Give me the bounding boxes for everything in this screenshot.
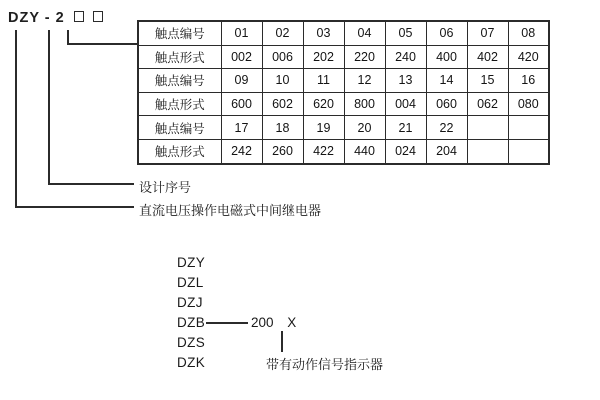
- relay-callout-hline: [15, 206, 134, 208]
- table-cell: 440: [344, 139, 385, 163]
- table-cell: 06: [426, 21, 467, 45]
- table-cell: 20: [344, 116, 385, 140]
- table-cell: 062: [467, 92, 508, 116]
- table-row: [138, 139, 549, 163]
- table-cell: 07: [467, 21, 508, 45]
- design-callout-hline: [48, 183, 134, 185]
- table-cell: 12: [344, 69, 385, 93]
- table-cell: 13: [385, 69, 426, 93]
- table-cell: 260: [262, 139, 303, 163]
- table-cell: 400: [426, 45, 467, 69]
- table-cell: 22: [426, 116, 467, 140]
- table-row: [138, 21, 549, 45]
- table-cell: 03: [303, 21, 344, 45]
- table-cell: 202: [303, 45, 344, 69]
- row-label: 触点编号: [138, 116, 221, 140]
- table-cell: 220: [344, 45, 385, 69]
- table-cell: [467, 139, 508, 163]
- table-cell: 04: [344, 21, 385, 45]
- dzb-connector-line: [206, 322, 248, 324]
- placeholder-box-icon: [93, 11, 103, 22]
- table-cell: 01: [221, 21, 262, 45]
- contact-table-body: [138, 21, 549, 164]
- row-label: 触点形式: [138, 45, 221, 69]
- placeholder-box-icon: [74, 11, 84, 22]
- table-cell: 15: [467, 69, 508, 93]
- table-cell: 080: [508, 92, 549, 116]
- table-cell: 242: [221, 139, 262, 163]
- table-cell: 602: [262, 92, 303, 116]
- table-cell: 17: [221, 116, 262, 140]
- table-cell: 18: [262, 116, 303, 140]
- model-item-dzj: DZJ: [177, 295, 203, 310]
- table-cell: 620: [303, 92, 344, 116]
- relay-callout-vline: [15, 30, 17, 207]
- table-cell: [467, 116, 508, 140]
- model-item-dzs: DZS: [177, 335, 206, 350]
- table-cell: [508, 116, 549, 140]
- table-cell: 16: [508, 69, 549, 93]
- relay-description-label: 直流电压操作电磁式中间继电器: [139, 203, 322, 218]
- row-label: 触点编号: [138, 21, 221, 45]
- model-item-dzl: DZL: [177, 275, 204, 290]
- table-row: [138, 92, 549, 116]
- model-item-dzy: DZY: [177, 255, 206, 270]
- model-code: [8, 10, 103, 26]
- indicator-note: 带有动作信号指示器: [266, 357, 384, 372]
- model-code-text: DZY - 2: [8, 10, 65, 26]
- table-cell: 21: [385, 116, 426, 140]
- contact-table: [137, 20, 550, 165]
- dzb-suffix-x: X: [287, 315, 297, 330]
- model-item-dzk: DZK: [177, 355, 206, 370]
- table-cell: 09: [221, 69, 262, 93]
- row-label: 触点形式: [138, 92, 221, 116]
- table-cell: 11: [303, 69, 344, 93]
- table-cell: 006: [262, 45, 303, 69]
- table-row: [138, 45, 549, 69]
- model-list: [177, 253, 205, 373]
- table-cell: 204: [426, 139, 467, 163]
- table-cell: 600: [221, 92, 262, 116]
- design-serial-label: 设计序号: [139, 180, 192, 195]
- table-row: [138, 69, 549, 93]
- table-cell: 14: [426, 69, 467, 93]
- table-row: [138, 116, 549, 140]
- table-cell: 420: [508, 45, 549, 69]
- table-cell: 800: [344, 92, 385, 116]
- dzb-suffix-value: 200: [251, 315, 274, 330]
- table-cell: 002: [221, 45, 262, 69]
- table-cell: 402: [467, 45, 508, 69]
- indicator-connector-line: [281, 331, 283, 352]
- table-cell: 422: [303, 139, 344, 163]
- table-cell: 004: [385, 92, 426, 116]
- dzb-suffix: [251, 315, 296, 330]
- row-label: 触点形式: [138, 139, 221, 163]
- table-cell: 10: [262, 69, 303, 93]
- table-callout-hline: [67, 43, 138, 45]
- row-label: 触点编号: [138, 69, 221, 93]
- table-cell: 05: [385, 21, 426, 45]
- table-cell: 240: [385, 45, 426, 69]
- model-item-dzb: DZB: [177, 315, 206, 330]
- table-cell: 060: [426, 92, 467, 116]
- table-cell: 024: [385, 139, 426, 163]
- table-callout-vline: [67, 30, 69, 44]
- table-cell: 08: [508, 21, 549, 45]
- table-cell: 19: [303, 116, 344, 140]
- design-callout-vline: [48, 30, 50, 184]
- table-cell: 02: [262, 21, 303, 45]
- table-cell: [508, 139, 549, 163]
